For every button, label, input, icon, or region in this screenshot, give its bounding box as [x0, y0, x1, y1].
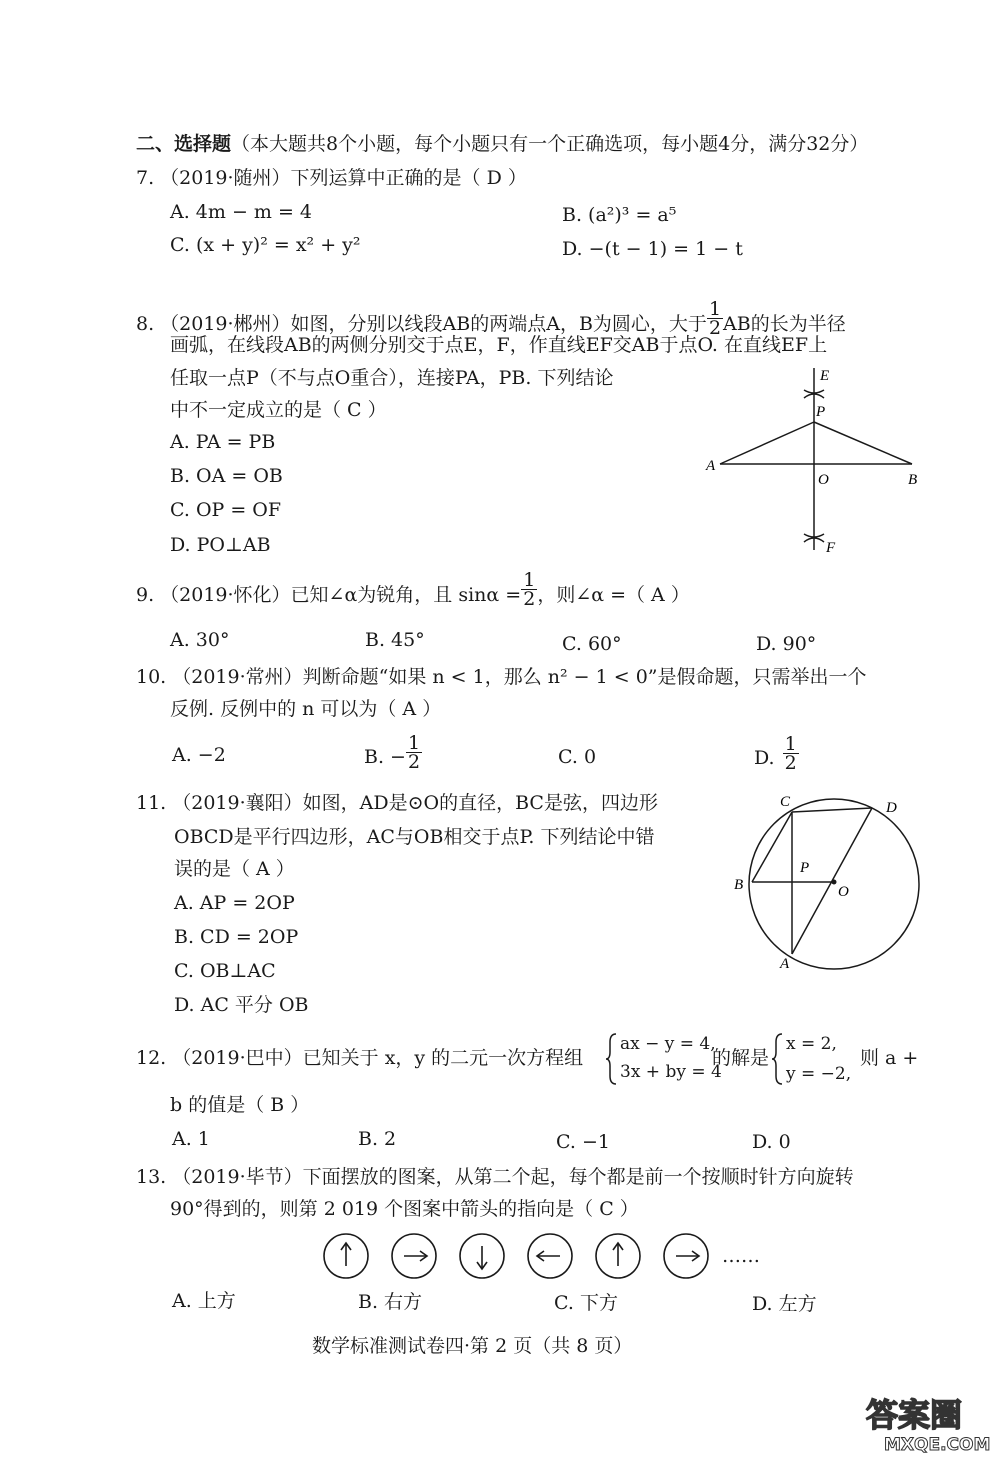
watermark-site-text: MXQE.COM	[884, 1435, 991, 1455]
q8-option-b: B. OA = OB	[170, 465, 283, 487]
q8-label-b: B	[908, 472, 918, 488]
q10-option-d	[754, 732, 799, 774]
q8-label-a: A	[706, 458, 716, 474]
q13-arrow-circle-right	[392, 1234, 436, 1278]
q9-stem	[136, 568, 690, 610]
q12-option-d: D. 0	[752, 1131, 791, 1153]
q12-option-c: C. −1	[556, 1131, 610, 1153]
q11-segment-cd	[792, 808, 872, 812]
q9-fraction	[521, 568, 537, 610]
q13-arrow-circle-down	[460, 1234, 504, 1278]
q9-option-a: A. 30°	[170, 629, 230, 651]
q8-stem-line4: 中不一定成立的是（ C ）	[170, 399, 387, 421]
q13-stem-line1: 13. （2019·毕节）下面摆放的图案，从第二个起，每个都是前一个按顺时针方向旋转	[136, 1166, 854, 1188]
q10-option-b-fraction	[406, 731, 422, 773]
q12-sol1: x = 2,	[786, 1034, 837, 1054]
q12-stem-line2: b 的值是（ B ）	[170, 1094, 310, 1116]
q8-label-e: E	[820, 368, 830, 384]
q9-option-c: C. 60°	[562, 633, 622, 655]
arrow-down-icon	[477, 1246, 487, 1269]
q13-arrow-circle-right	[664, 1234, 708, 1278]
q11-label-p: P	[800, 860, 810, 876]
q11-label-c: C	[780, 794, 791, 810]
q13-option-b: B. 右方	[358, 1291, 423, 1313]
q8-segment-pb	[814, 422, 912, 464]
q12-brace-2	[772, 1032, 784, 1086]
q8-frac-denominator: 2	[708, 316, 722, 339]
arrow-right-icon	[404, 1251, 427, 1261]
q11-stem-line2: OBCD是平行四边形，AC与OB相交于点P. 下列结论中错	[174, 826, 655, 848]
q12-stem-b: 则 a +	[860, 1047, 919, 1069]
q7-option-c: C. (x + y)² = x² + y²	[170, 234, 361, 256]
q7-option-d: D. −(t − 1) = 1 − t	[562, 238, 743, 260]
q10-option-a: A. −2	[172, 744, 226, 766]
q9-stem-a: 9. （2019·怀化）已知∠α为锐角，且 sinα =	[136, 584, 522, 606]
q8-option-a: A. PA = PB	[170, 431, 276, 453]
q12-option-b: B. 2	[358, 1128, 397, 1150]
q13-option-a: A. 上方	[172, 1290, 236, 1312]
q13-arrow-circle-up	[596, 1234, 640, 1278]
arrow-left-icon	[537, 1251, 560, 1261]
q11-center-point	[832, 880, 837, 885]
watermark-logo	[862, 1388, 992, 1456]
q8-frac-numerator: 1	[708, 297, 722, 320]
q10-stem-line1: 10. （2019·常州）判断命题“如果 n < 1，那么 n² − 1 < 0”是假命题，只需举出一个	[136, 666, 867, 688]
q10-option-c: C. 0	[558, 746, 597, 768]
arrow-up-icon	[341, 1243, 351, 1266]
q12-stem-a: 12. （2019·巴中）已知关于 x，y 的二元一次方程组	[136, 1047, 584, 1069]
section-header	[136, 132, 868, 156]
q8-figure	[700, 360, 930, 560]
q12-mid: 的解是	[712, 1047, 770, 1069]
q10-option-d-prefix: D.	[754, 747, 775, 769]
q8-label-p: P	[816, 404, 826, 420]
q13-arrow-circle-left	[528, 1234, 572, 1278]
q8-stem-1a: 8. （2019·郴州）如图，分别以线段AB的两端点A，B为圆心，大于	[136, 313, 707, 335]
q7-stem: 7. （2019·随州）下列运算中正确的是（ D ）	[136, 167, 527, 189]
page-footer: 数学标准测试卷四·第 2 页（共 8 页）	[312, 1335, 633, 1357]
q10-option-b-prefix: B. −	[364, 746, 406, 768]
q11-stem-line3: 误的是（ A ）	[174, 858, 295, 880]
q10-b-denominator: 2	[407, 750, 421, 773]
q8-segment-pa	[720, 422, 814, 464]
q11-label-d: D	[886, 800, 897, 816]
q8-label-f: F	[826, 540, 836, 556]
q11-option-c: C. OB⊥AC	[174, 960, 276, 982]
q9-stem-b: ，则∠α =（ A ）	[537, 584, 690, 606]
q9-frac-numerator: 1	[523, 568, 536, 591]
q10-b-numerator: 1	[407, 731, 421, 754]
q8-stem-line3: 任取一点P（不与点O重合），连接PA，PB. 下列结论	[170, 367, 614, 389]
q13-arrow-pattern	[318, 1228, 758, 1284]
q10-option-d-fraction	[783, 732, 799, 774]
q10-option-b	[364, 731, 422, 773]
q10-d-denominator: 2	[784, 751, 797, 774]
q11-label-b: B	[734, 877, 744, 893]
q7-option-a: A. 4m − m = 4	[170, 201, 313, 223]
arrow-right-icon	[676, 1251, 699, 1261]
q13-option-d: D. 左方	[752, 1293, 817, 1315]
q10-d-numerator: 1	[784, 732, 797, 755]
q12-brace-1	[606, 1032, 618, 1086]
q11-option-b: B. CD = 2OP	[174, 926, 299, 948]
q8-fraction	[707, 297, 723, 339]
q10-stem-line2: 反例. 反例中的 n 可以为（ A ）	[170, 698, 442, 720]
q11-label-o: O	[838, 884, 849, 900]
q9-option-b: B. 45°	[365, 629, 425, 651]
q11-label-a: A	[780, 956, 790, 972]
q8-stem-1b: AB的长为半径	[723, 313, 846, 335]
q13-stem-line2: 90°得到的，则第 2 019 个图案中箭头的指向是（ C ）	[170, 1198, 639, 1220]
q8-stem-line2: 画弧，在线段AB的两侧分别交于点E，F，作直线EF交AB于点O. 在直线EF上	[170, 334, 828, 356]
section-title: 二、选择题	[136, 133, 232, 155]
section-note: （本大题共8个小题，每个小题只有一个正确选项，每小题4分，满分32分）	[231, 133, 869, 155]
q11-figure	[720, 790, 960, 980]
q8-label-o: O	[818, 472, 829, 488]
q9-frac-denominator: 2	[523, 587, 536, 610]
q12-sol2: y = −2,	[786, 1064, 852, 1084]
q7-option-b: B. (a²)³ = a⁵	[562, 204, 677, 226]
q8-option-d: D. PO⊥AB	[170, 534, 271, 556]
q11-option-a: A. AP = 2OP	[174, 892, 295, 914]
q9-option-d: D. 90°	[756, 633, 817, 655]
q13-arrow-circle-up	[324, 1234, 368, 1278]
q13-ellipsis: ……	[722, 1245, 760, 1267]
q11-option-d: D. AC 平分 OB	[174, 994, 309, 1016]
q8-option-c: C. OP = OF	[170, 499, 282, 521]
q12-eq2: 3x + by = 4	[620, 1062, 722, 1082]
q13-option-c: C. 下方	[554, 1292, 618, 1314]
q11-stem-line1: 11. （2019·襄阳）如图，AD是⊙O的直径，BC是弦，四边形	[136, 792, 658, 814]
q12-option-a: A. 1	[172, 1128, 210, 1150]
q12-eq1: ax − y = 4,	[620, 1034, 716, 1054]
arrow-up-icon	[613, 1243, 623, 1266]
watermark-logo-text: 答案圈	[866, 1396, 963, 1434]
